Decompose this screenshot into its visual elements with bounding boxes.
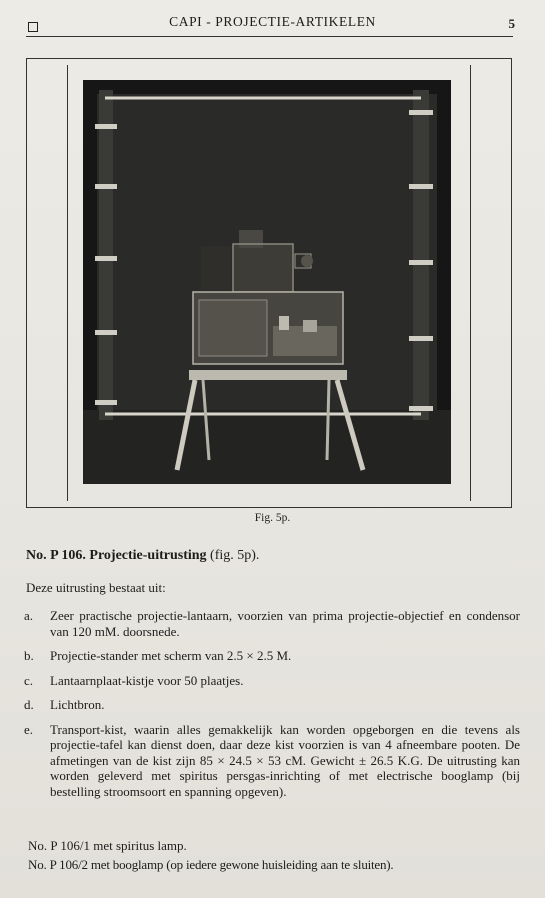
list-item bbox=[24, 648, 520, 664]
list-text: Projectie-stander met scherm van 2.5 × 2.5 M. bbox=[50, 648, 292, 663]
frame-inner-line-right bbox=[470, 65, 471, 501]
list-letter: e. bbox=[24, 721, 34, 737]
running-header-title: CAPI - PROJECTIE-ARTIKELEN bbox=[169, 14, 376, 29]
product-heading bbox=[26, 548, 259, 564]
list-letter: b. bbox=[24, 648, 34, 663]
variant-line: No. P 106/1 met spiritus lamp. bbox=[28, 838, 187, 853]
list-text: Zeer practische projectie-lantaarn, voorzien van prima projectie-objectief en condensor van 120 mM. doorsnede. bbox=[50, 608, 520, 639]
component-list bbox=[24, 608, 520, 808]
list-letter: c. bbox=[24, 672, 34, 688]
list-item bbox=[24, 697, 520, 713]
product-figure-ref: (fig. 5p). bbox=[210, 548, 260, 563]
list-text: Lichtbron. bbox=[50, 697, 105, 712]
list-item bbox=[24, 722, 520, 800]
figure-caption: Fig. 5p. bbox=[254, 512, 291, 524]
product-number: No. P 106. bbox=[26, 548, 86, 563]
page-number: 5 bbox=[508, 16, 515, 31]
list-item bbox=[24, 673, 520, 689]
variant-line: No. P 106/2 met booglamp (op iedere gewone huisleiding aan te sluiten). bbox=[28, 857, 394, 872]
transport-case bbox=[193, 292, 343, 364]
list-letter: d. bbox=[24, 697, 34, 712]
frame-inner-line-left bbox=[67, 65, 68, 501]
projector-setup-photo bbox=[83, 80, 451, 484]
list-text: Transport-kist, waarin alles gemakkelijk kan worden opgeborgen en die tevens als projectie-tafel kan dienst doen, daar deze kist voorzien is van 4 afneembare pooten. De afmetingen van de kist zijn 85 × 24.5 × 53 cM. Gewicht ± 26.5 K.G. De uitrusting kan worden geleverd met spiritus persgas-inrichting of met electrische booglamp (bij bestelling stroomsoort en spanning opgeven). bbox=[50, 721, 520, 799]
header-rule bbox=[26, 36, 513, 37]
list-item bbox=[24, 608, 520, 639]
list-text: Lantaarnplaat-kistje voor 50 plaatjes. bbox=[50, 672, 244, 688]
intro-text: Deze uitrusting bestaat uit: bbox=[26, 580, 166, 595]
list-letter: a. bbox=[24, 608, 34, 623]
product-name: Projectie-uitrusting bbox=[89, 548, 207, 563]
